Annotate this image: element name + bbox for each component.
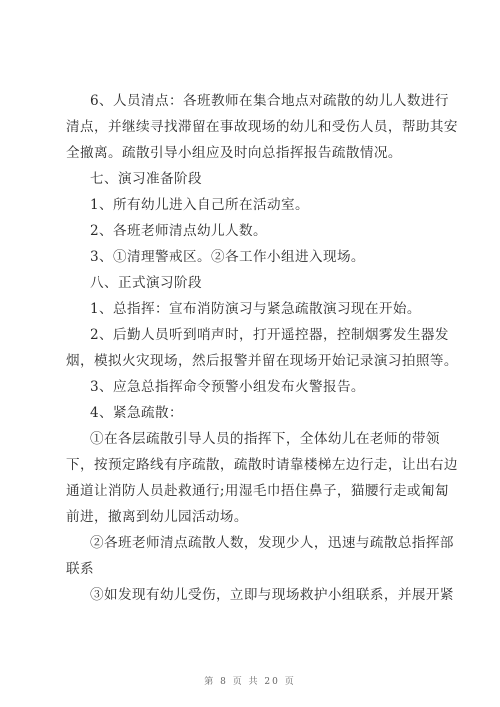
- text-line: 下，按预定路线有序疏散，疏散时请靠楼梯左边行走，让出右边: [66, 457, 458, 473]
- paragraph-formal-3: [90, 374, 430, 400]
- section-heading-prep: [90, 166, 430, 192]
- paragraph-prep-1: [90, 192, 430, 218]
- text-line: 清点，并继续寻找滞留在事故现场的幼儿和受伤人员，帮助其安: [66, 119, 458, 135]
- text-line: 3、应急总指挥命令预警小组发布火警报告。: [90, 379, 365, 395]
- text-line: 1、总指挥：宣布消防演习与紧急疏散演习现在开始。: [90, 301, 421, 317]
- paragraph-formal-1: [90, 296, 430, 322]
- text-line: 通道让消防人员赴救通行;用湿毛巾捂住鼻子，猫腰行走或匍匐: [66, 483, 449, 499]
- text-line: 6、人员清点：各班教师在集合地点对疏散的幼儿人数进行: [90, 93, 449, 109]
- paragraph-formal-2: [66, 322, 458, 374]
- paragraph-prep-2: [90, 218, 430, 244]
- paragraph-evacuation-1: [66, 426, 458, 530]
- paragraph-headcount: [66, 88, 458, 166]
- paragraph-formal-4: [90, 400, 430, 426]
- text-line: ②各班老师清点疏散人数，发现少人，迅速与疏散总指挥部: [90, 535, 454, 551]
- section-heading-formal: [90, 270, 430, 296]
- text-line: ①在各层疏散引导人员的指挥下，全体幼儿在老师的带领: [90, 431, 440, 447]
- text-line: 1、所有幼儿进入自己所在活动室。: [90, 197, 309, 213]
- text-line: 2、后勤人员听到哨声时，打开遥控器，控制烟雾发生器发: [90, 327, 449, 343]
- paragraph-evacuation-2: [66, 530, 454, 582]
- paragraph-evacuation-3: [90, 582, 454, 608]
- text-line: 烟，模拟火灾现场，然后报警并留在现场开始记录演习拍照等。: [66, 353, 458, 369]
- paragraph-prep-3: [90, 244, 430, 270]
- text-line: 前进，撤离到幼儿园活动场。: [66, 509, 248, 525]
- text-line: 联系: [66, 561, 94, 577]
- text-line: 全撤离。疏散引导小组应及时向总指挥报告疏散情况。: [66, 145, 402, 161]
- text-line: 七、演习准备阶段: [90, 171, 202, 187]
- text-line: ③如发现有幼儿受伤，立即与现场救护小组联系，并展开紧: [90, 587, 454, 603]
- text-line: 4、紧急疏散：: [90, 405, 184, 421]
- page-number-footer: 第 8 页 共 20 页: [204, 677, 296, 687]
- text-line: 八、正式演习阶段: [90, 275, 202, 291]
- text-line: 3、①清理警戒区。②各工作小组进入现场。: [90, 249, 365, 265]
- text-line: 2、各班老师清点幼儿人数。: [90, 223, 267, 239]
